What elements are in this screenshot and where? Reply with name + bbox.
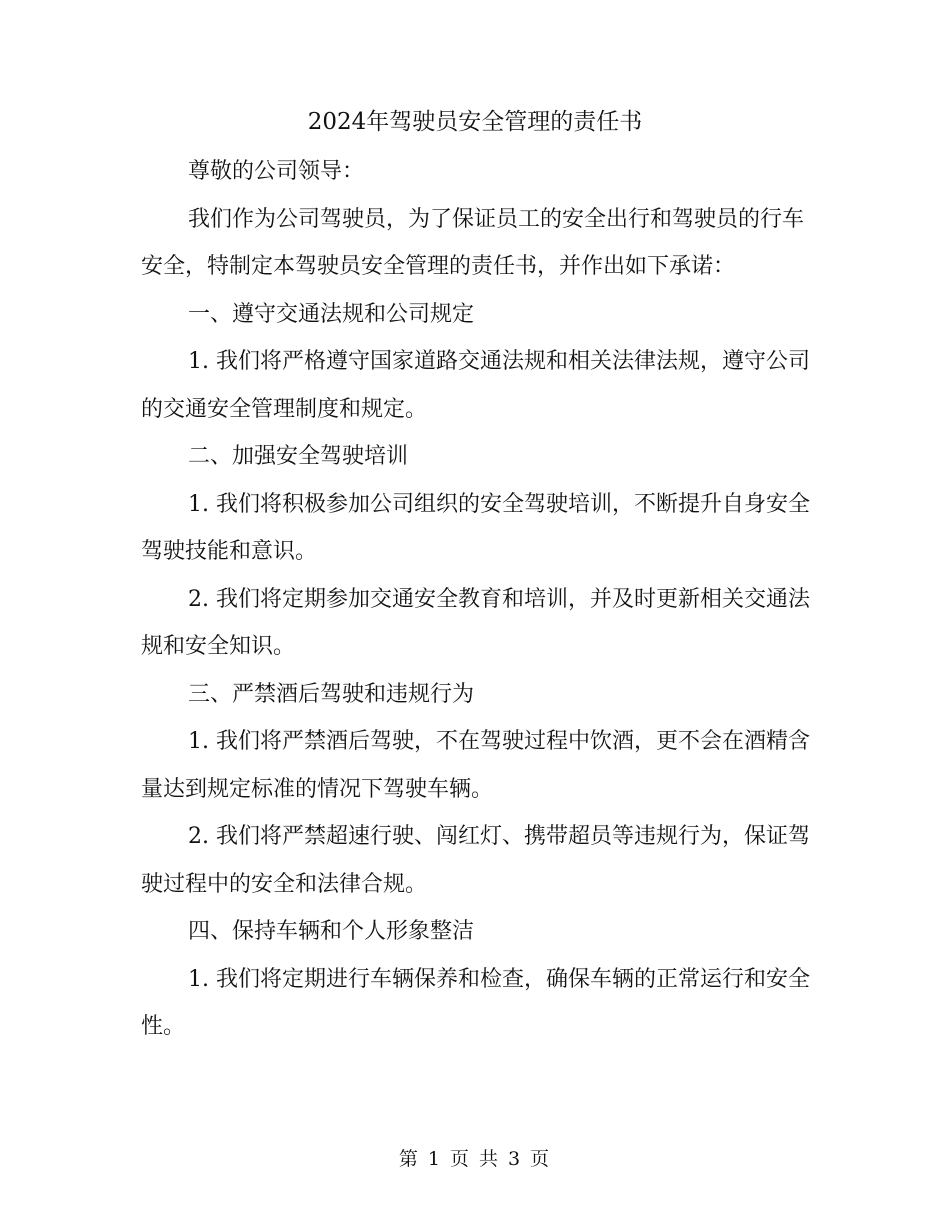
section-heading-2: 二、加强安全驾驶培训 [188, 444, 409, 469]
document-body [141, 148, 821, 1051]
section-1-item-1: 1. 我们将严格遵守国家道路交通法规和相关法律法规，遵守公司的交通安全管理制度和规定。 [141, 349, 810, 422]
intro-paragraph: 我们作为公司驾驶员，为了保证员工的安全出行和驾驶员的行车安全，特制定本驾驶员安全管理的责任书，并作出如下承诺： [141, 206, 805, 279]
section-2-item-2: 2. 我们将定期参加交通安全教育和培训，并及时更新相关交通法规和安全知识。 [141, 586, 810, 659]
section-heading-4: 四、保持车辆和个人形象整洁 [188, 919, 475, 944]
salutation: 尊敬的公司领导： [188, 159, 365, 184]
section-heading-1: 一、遵守交通法规和公司规定 [188, 301, 475, 327]
document-title: 2024年驾驶员安全管理的责任书 [307, 109, 643, 135]
section-3-item-1: 1. 我们将严禁酒后驾驶，不在驾驶过程中饮酒，更不会在酒精含量达到规定标准的情况下驾驶车辆。 [141, 729, 810, 802]
section-4-item-1: 1. 我们将定期进行车辆保养和检查，确保车辆的正常运行和安全性。 [141, 966, 810, 1039]
section-heading-3: 三、严禁酒后驾驶和违规行为 [188, 681, 475, 707]
section-2-item-1: 1. 我们将积极参加公司组织的安全驾驶培训，不断提升自身安全驾驶技能和意识。 [141, 491, 810, 564]
page-number: 第 1 页 共 3 页 [398, 1148, 552, 1170]
section-3-item-2: 2. 我们将严禁超速行驶、闯红灯、携带超员等违规行为，保证驾驶过程中的安全和法律合规。 [141, 824, 810, 897]
